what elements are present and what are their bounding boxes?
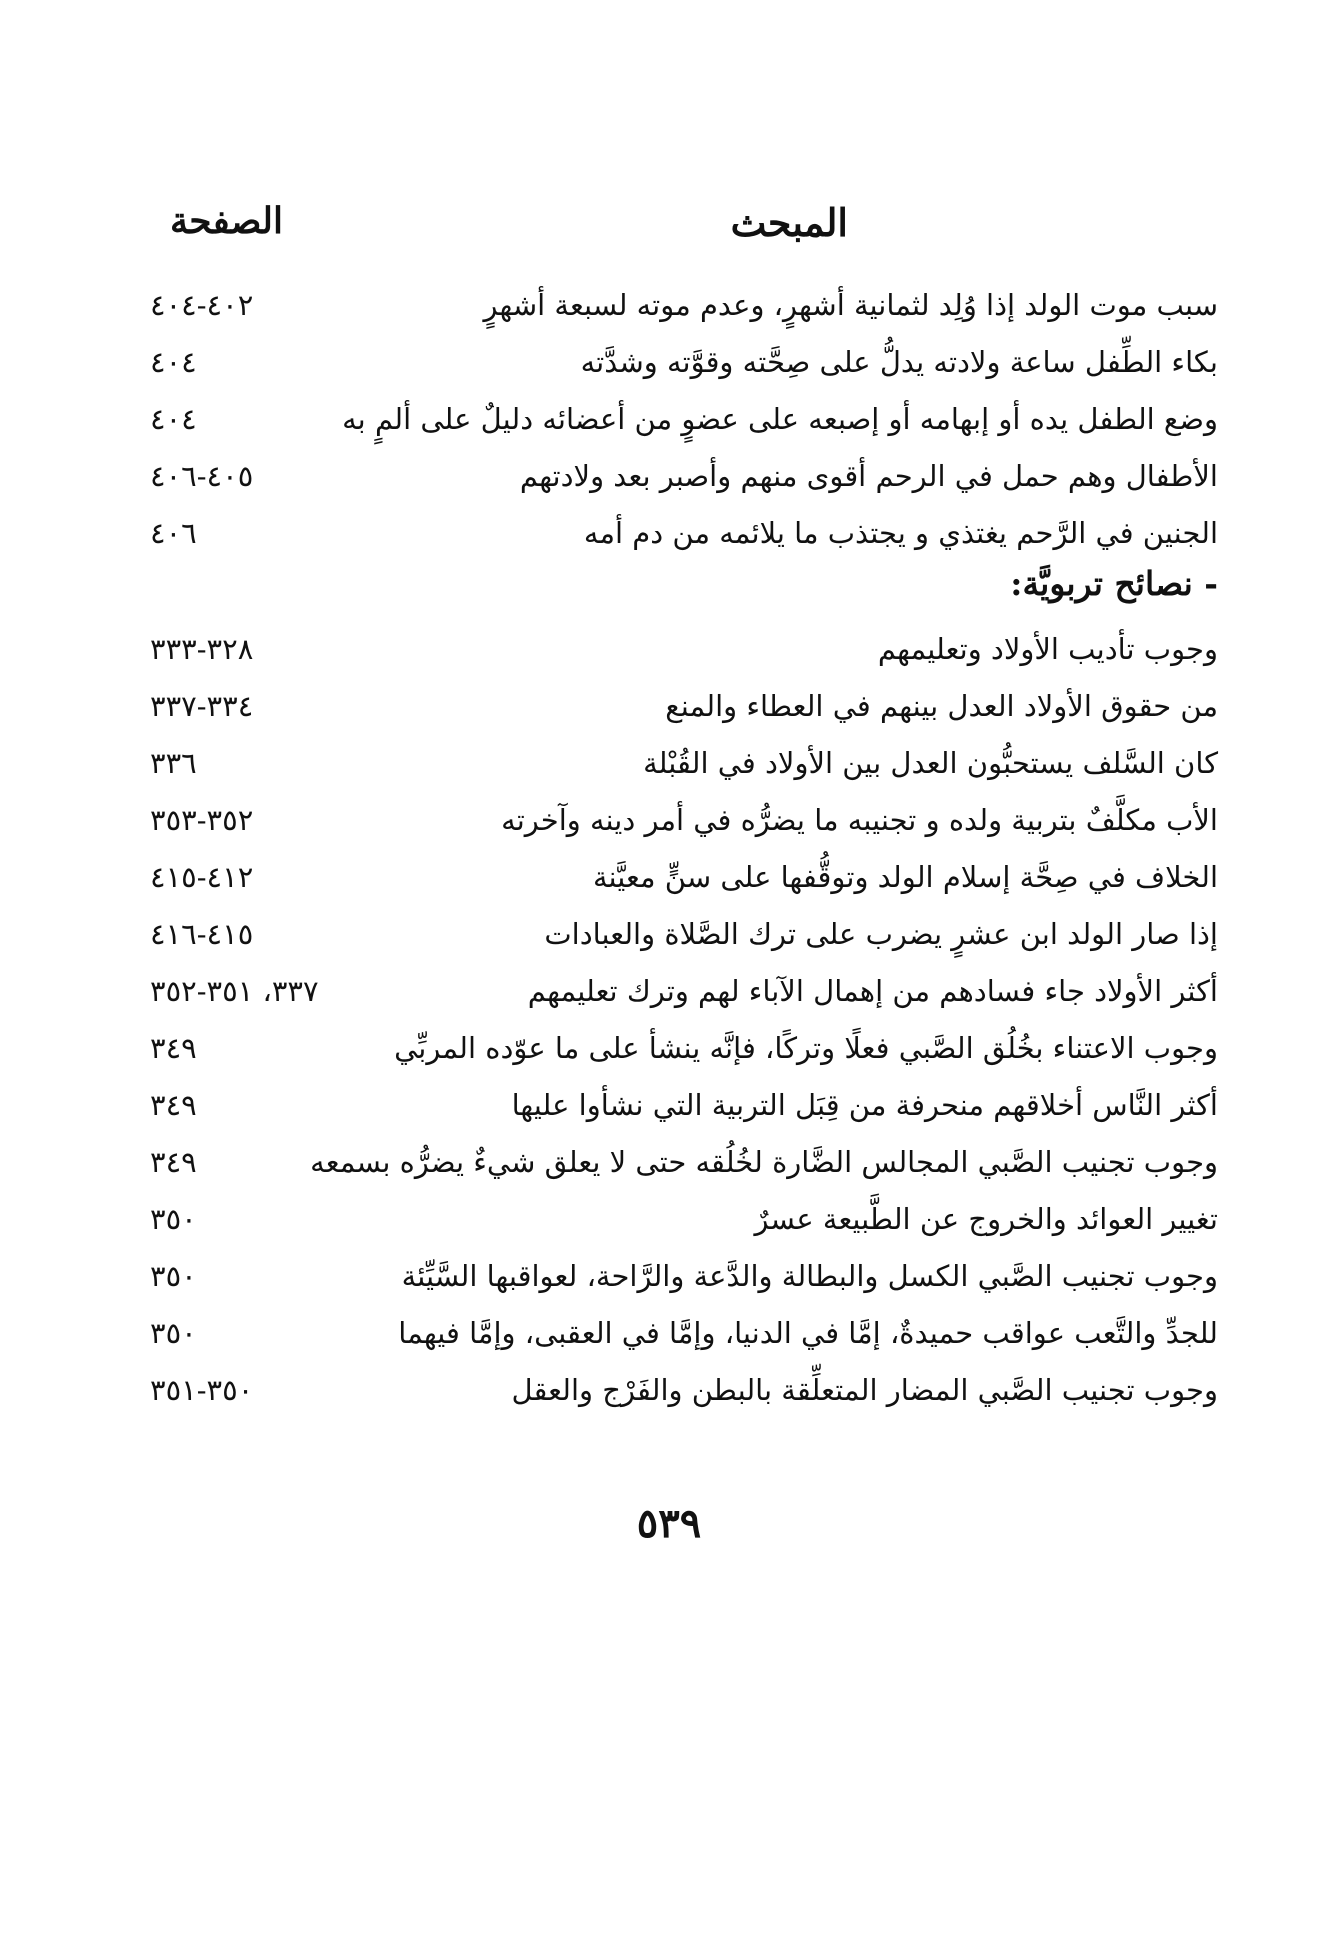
index-row: [150, 681, 1218, 738]
index-row: [150, 337, 1218, 394]
index-topic: وجوب تجنيب الصَّبي المجالس الضَّارة لخُلُقه حتى لا يعلق شيءٌ يضرُّه بسمعه: [310, 1145, 1218, 1179]
index-row: [150, 1251, 1218, 1308]
index-row: [150, 1365, 1218, 1422]
index-topic: تغيير العوائد والخروج عن الطَّبيعة عسرٌ: [754, 1202, 1218, 1236]
index-pages: ٣٥٠: [150, 1316, 197, 1350]
index-row: [150, 1137, 1218, 1194]
index-pages: ٣٥٠: [150, 1259, 197, 1293]
index-pages: ٣٢٨-٣٣٣: [150, 632, 254, 666]
index-entries-group-1: [150, 280, 1218, 565]
index-pages: ٤٠٦: [150, 516, 197, 550]
index-row: [150, 1023, 1218, 1080]
index-topic: الجنين في الرَّحم يغتذي و يجتذب ما يلائمه من دم أمه: [583, 516, 1218, 550]
page-number: ٥٣٩: [636, 1500, 702, 1547]
topic-column-header: المبحث: [730, 200, 848, 245]
index-pages: ٤٠٢-٤٠٤: [150, 288, 254, 322]
index-row: [150, 508, 1218, 565]
index-topic: للجدِّ والتَّعب عواقب حميدةٌ، إمَّا في الدنيا، وإمَّا في العقبى، وإمَّا فيهما: [398, 1316, 1218, 1350]
index-topic: أكثر الأولاد جاء فسادهم من إهمال الآباء لهم وترك تعليمهم: [527, 974, 1218, 1008]
index-pages: ٣٣٦: [150, 746, 197, 780]
index-row: [150, 1080, 1218, 1137]
section-heading: - نصائح تربويَّة:: [1010, 564, 1218, 603]
index-pages: ٣٥٠-٣٥١: [150, 1373, 254, 1407]
index-pages: ٣٤٩: [150, 1088, 197, 1122]
index-topic: سبب موت الولد إذا وُلِد لثمانية أشهرٍ، وعدم موته لسبعة أشهرٍ: [483, 288, 1218, 322]
index-row: [150, 795, 1218, 852]
index-row: [150, 1308, 1218, 1365]
index-row: [150, 966, 1218, 1023]
index-topic: وجوب تجنيب الصَّبي الكسل والبطالة والدَّعة والرَّاحة، لعواقبها السَّيِّئة: [401, 1259, 1218, 1293]
index-row: [150, 624, 1218, 681]
index-pages: ٣٣٤-٣٣٧: [150, 689, 254, 723]
index-pages: ٤٠٥-٤٠٦: [150, 459, 254, 493]
index-row: [150, 909, 1218, 966]
index-row: [150, 738, 1218, 795]
index-header: [150, 200, 1218, 264]
index-row: [150, 394, 1218, 451]
index-topic: وجوب الاعتناء بخُلُق الصَّبي فعلًا وتركًا، فإنَّه ينشأ على ما عوّده المربِّي: [394, 1031, 1218, 1065]
index-topic: أكثر النَّاس أخلاقهم منحرفة من قِبَل التربية التي نشأوا عليها: [511, 1088, 1218, 1122]
index-pages: ٤١٢-٤١٥: [150, 860, 254, 894]
index-pages: ٣٥٢-٣٥٣: [150, 803, 254, 837]
index-topic: من حقوق الأولاد العدل بينهم في العطاء والمنع: [665, 689, 1218, 723]
page-column-header: الصفحة: [170, 200, 283, 242]
index-topic: وجوب تجنيب الصَّبي المضار المتعلِّقة بالبطن والفَرْج والعقل: [511, 1373, 1218, 1407]
index-pages: ٤٠٤: [150, 402, 197, 436]
index-topic: الخلاف في صِحَّة إسلام الولد وتوقُّفها على سنٍّ معيَّنة: [592, 860, 1218, 894]
index-row: [150, 852, 1218, 909]
index-entries-group-2: [150, 624, 1218, 1422]
index-pages: ٣٤٩: [150, 1031, 197, 1065]
index-topic: الأب مكلَّفٌ بتربية ولده و تجنيبه ما يضرُّه في أمر دينه وآخرته: [501, 803, 1218, 837]
index-row: [150, 1194, 1218, 1251]
index-topic: وجوب تأديب الأولاد وتعليمهم: [877, 632, 1218, 666]
index-pages: ٣٤٩: [150, 1145, 197, 1179]
index-topic: إذا صار الولد ابن عشرٍ يضرب على ترك الصَّلاة والعبادات: [544, 917, 1218, 951]
index-topic: الأطفال وهم حمل في الرحم أقوى منهم وأصبر بعد ولادتهم: [519, 459, 1218, 493]
index-topic: وضع الطفل يده أو إبهامه أو إصبعه على عضوٍ من أعضائه دليلٌ على ألمٍ به: [342, 402, 1218, 436]
index-topic: كان السَّلف يستحبُّون العدل بين الأولاد في القُبْلة: [643, 746, 1218, 780]
index-pages: ٤٠٤: [150, 345, 197, 379]
index-pages: ٣٣٧، ٣٥١-٣٥٢: [150, 974, 319, 1008]
index-topic: بكاء الطِّفل ساعة ولادته يدلُّ على صِحَّته وقوَّته وشدَّته: [580, 345, 1218, 379]
index-pages: ٣٥٠: [150, 1202, 197, 1236]
index-pages: ٤١٥-٤١٦: [150, 917, 254, 951]
index-row: [150, 451, 1218, 508]
index-row: [150, 280, 1218, 337]
